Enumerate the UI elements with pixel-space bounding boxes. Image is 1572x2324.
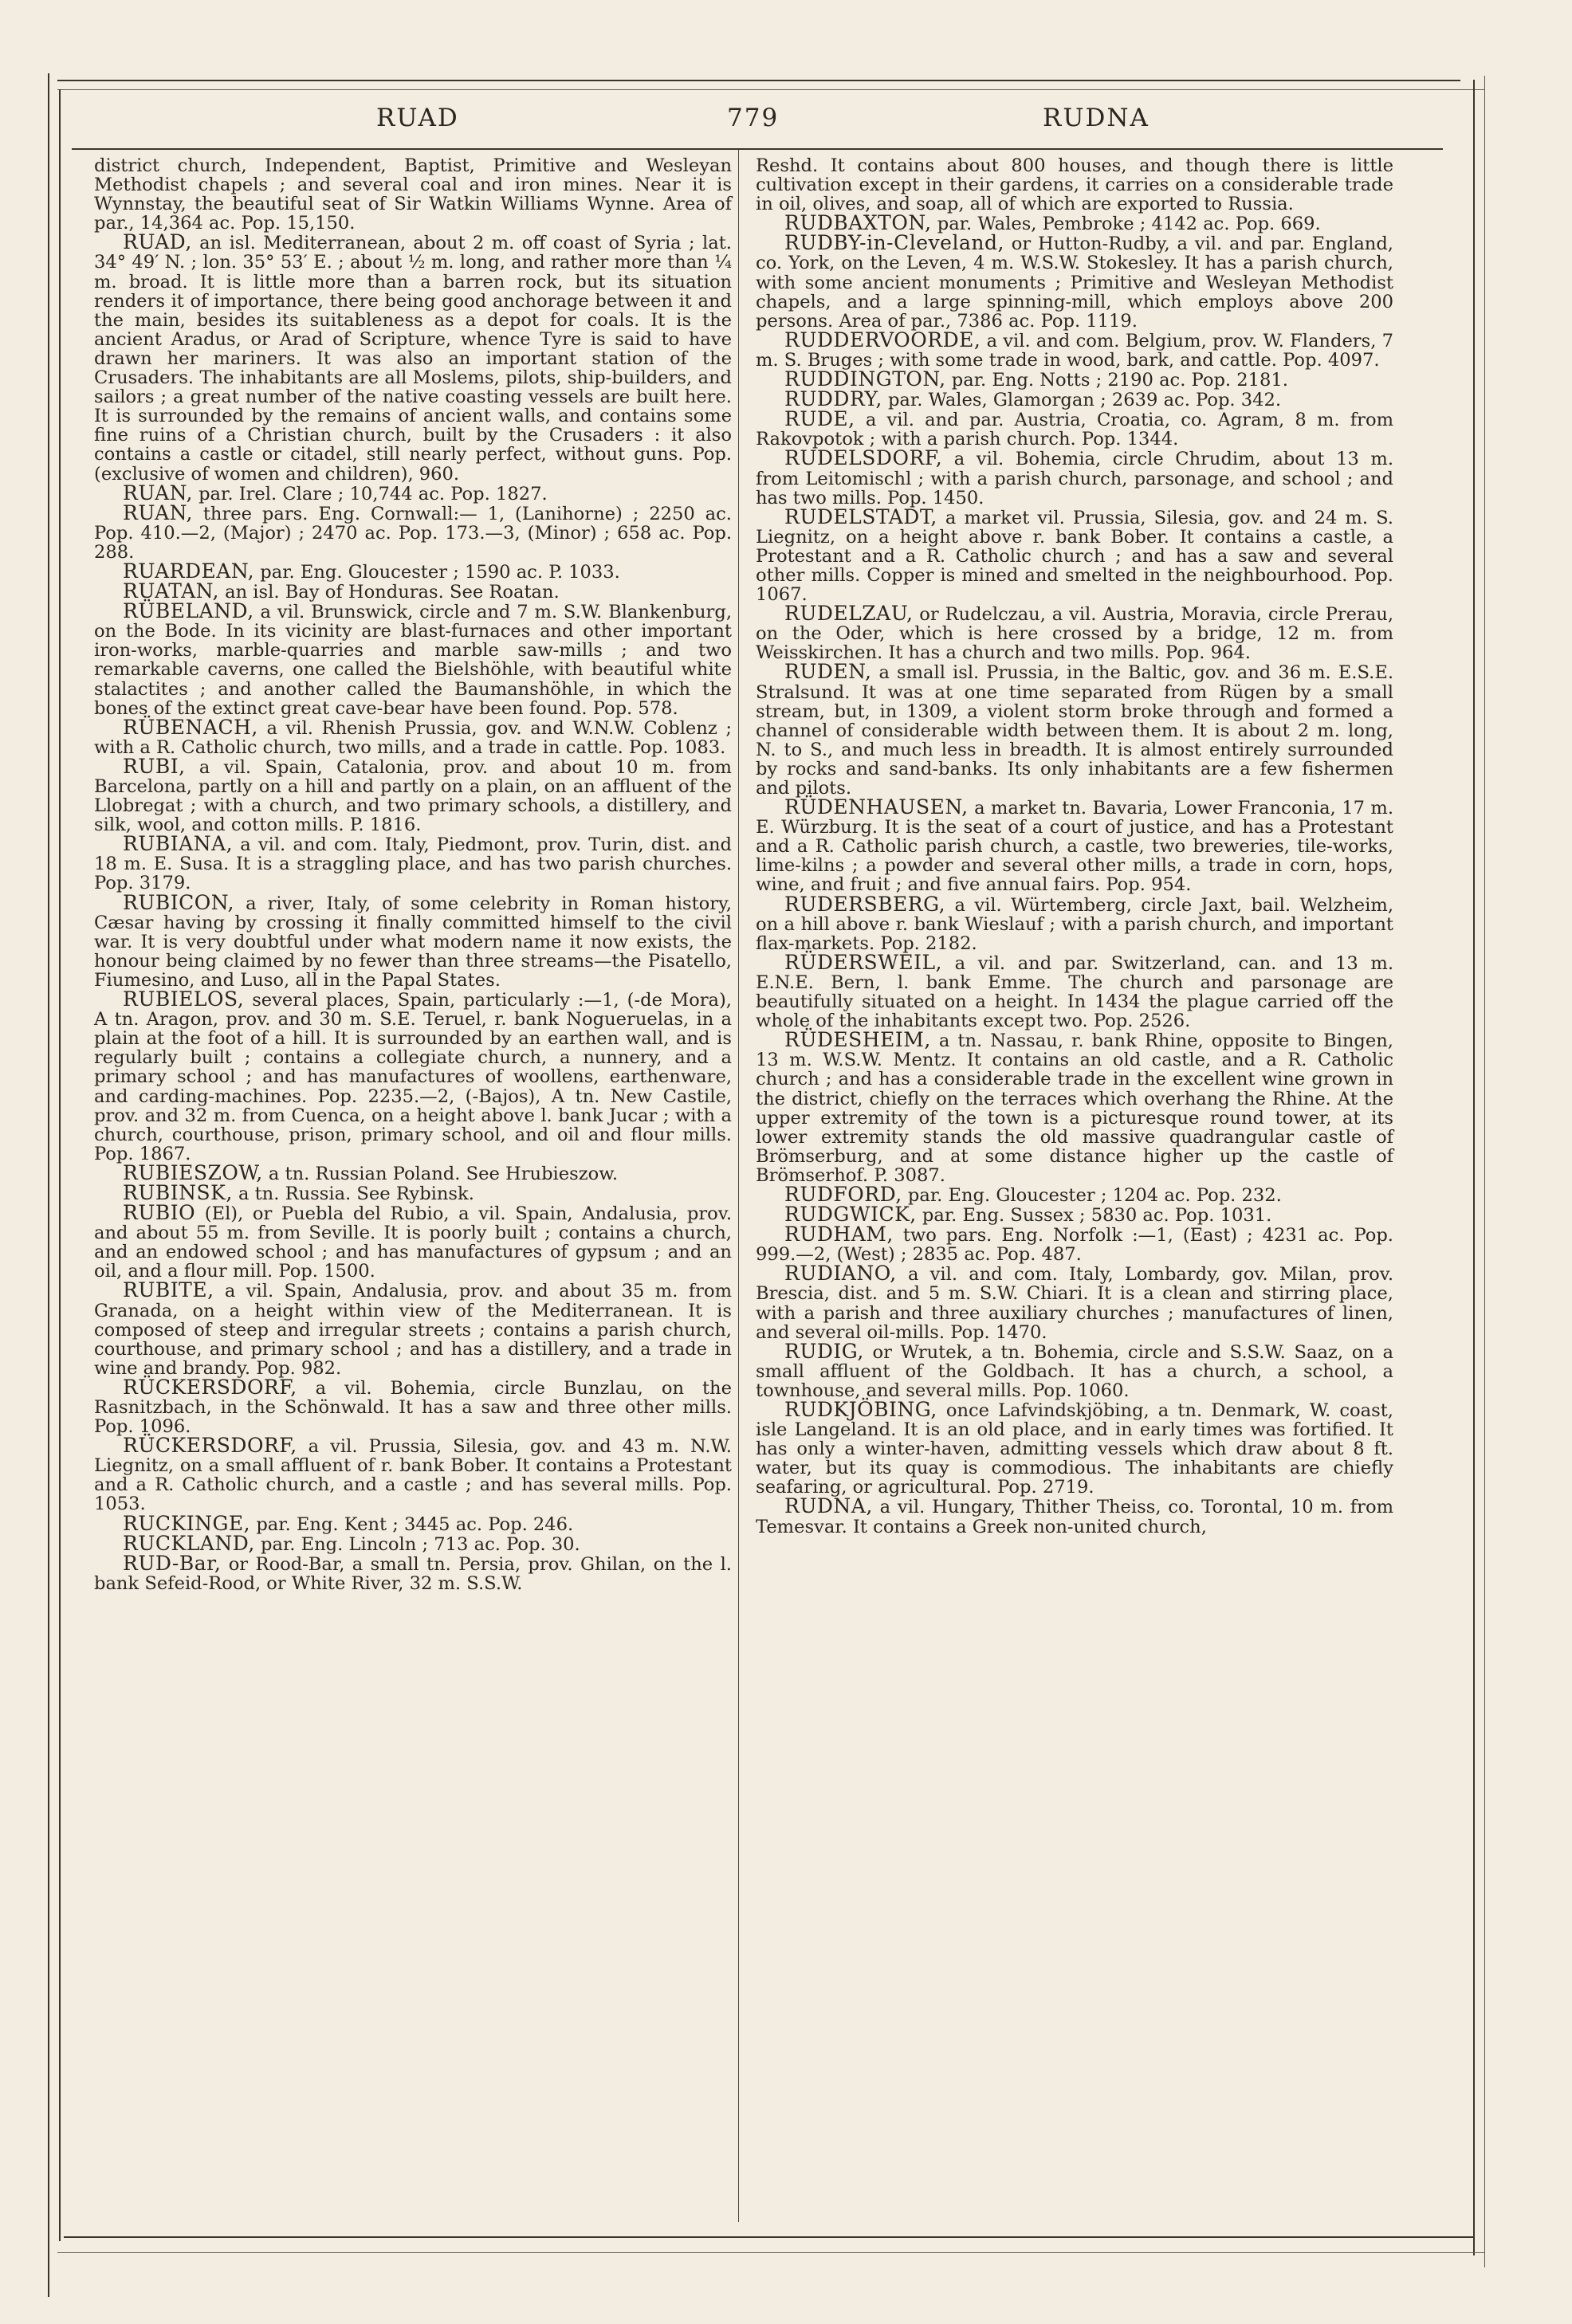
entry-text: a vil. Würtemberg, circle Jaxt, bail. Welzheim, on a hill above r. bank Wieslauf ; with a parish church, and important flax-markets. Pop. 2182.	[756, 894, 1394, 954]
gazetteer-entry	[756, 328, 1393, 371]
entry-headword: RÜDESHEIM,	[784, 1028, 931, 1052]
entry-headword: RUDIANO,	[784, 1262, 897, 1286]
entry-text: a vil. Spain, Andalusia, prov. and about 35 m. from Granada, on a height within view of the Mediterranean. It is composed of steep and irregular streets ; contains a parish church, courthouse, and primary school ; and has a distillery, and a trade in wine and brandy. Pop. 982.	[94, 1281, 732, 1379]
entry-text: (El), or Puebla del Rubio, a vil. Spain, Andalusia, prov. and about 55 m. from Seville. It is poorly built ; contains a church, and an endowed school ; and has manufactures of gypsum ; and an oil, and a flour mill. Pop. 1500.	[94, 1203, 733, 1282]
bottom-rule	[64, 2236, 1475, 2238]
gazetteer-entry	[756, 950, 1394, 1032]
gazetteer-entry	[94, 890, 732, 991]
entry-text: a tn. Russia. See Rybinsk.	[238, 1183, 474, 1204]
entry-headword: RUDEN,	[784, 660, 872, 684]
top-rule-thin	[57, 89, 1484, 90]
entry-text: a market tn. Bavaria, Lower Franconia, 17 m. E. Würzburg. It is the seat of a court of justice, and has a Protestant and a R. Catholic parish church, a castle, two breweries, tile-works, lime-kilns ; a powder and several other mills, a trade in corn, hops, wine, and fruit ; and five annual fairs. Pop. 954.	[756, 798, 1393, 896]
left-border-rule	[59, 89, 61, 2241]
entry-text: a vil. and com. Belgium, prov. W. Flanders, 7 m. S. Bruges ; with some trade in wood, bark, and cattle. Pop. 4097.	[756, 330, 1393, 371]
page-number: 779	[727, 104, 780, 132]
entry-headword: RUBIESZOW,	[123, 1160, 263, 1184]
gazetteer-entry	[756, 446, 1393, 508]
entry-headword: RUBIELOS,	[123, 987, 245, 1011]
running-head-right: RUDNA	[1043, 104, 1150, 132]
entry-headword: RÜCKERSDORF,	[123, 1375, 297, 1399]
entry-headword: RÜBELAND,	[123, 599, 254, 623]
entry-headword: RUDELSDORF,	[784, 446, 943, 470]
gazetteer-entry	[756, 662, 1393, 798]
entry-headword: RUBICON,	[123, 890, 234, 914]
entry-text: par. Eng. Gloucester ; 1590 ac. P. 1033.	[260, 561, 620, 583]
entry-text: a vil. and par. Switzerland, can. and 13 m. E.N.E. Bern, l. bank Emme. The church and parsonage are beautifully situated on a height. In 1434 the plague carried off the whole of the inhabitants except two. Pop. 2526.	[756, 952, 1394, 1032]
entry-text: a vil. and com. Italy, Piedmont, prov. Turin, dist. and 18 m. E. Susa. It is a straggling place, and has two parish churches. Pop. 3179.	[94, 834, 732, 894]
entry-headword: RUAD,	[123, 230, 192, 254]
gazetteer-entry	[756, 231, 1393, 332]
entry-headword: RUDHAM,	[784, 1223, 894, 1246]
entry-text: par. Eng. Kent ; 3445 ac. Pop. 246.	[256, 1513, 574, 1535]
entry-headword: RUBIO	[123, 1201, 196, 1225]
entry-text: or Rudelczau, a vil. Austria, Moravia, circle Prerau, on the Oder, which is here crossed by a bridge, 12 m. from Weisskirchen. It has a church and two mills. Pop. 964.	[756, 604, 1393, 664]
entry-text: a market vil. Prussia, Silesia, gov. and 24 m. S. Liegnitz, on a height above r. bank Bober. It contains a castle, a Protestant and a R. Catholic church ; and has a saw and several other mills. Copper is mined and smelted in the neighbourhood. Pop. 1067.	[756, 507, 1393, 606]
gazetteer-entry	[94, 1375, 732, 1438]
entry-headword: RUD-Bar,	[123, 1551, 222, 1575]
entry-text: a vil. Bohemia, circle Chrudim, about 13 m. from Leitomischl ; with a parish church, parsonage, and school ; and has two mills. Pop. 1450.	[756, 449, 1393, 508]
entry-headword: RUDGWICK,	[784, 1203, 917, 1227]
entry-headword: RUDIG,	[784, 1339, 864, 1363]
entry-headword: RUDFORD,	[784, 1182, 902, 1206]
entry-text: par. Wales, Glamorgan ; 2639 ac. Pop. 342.	[887, 390, 1282, 411]
entry-headword: RUDELSTADT,	[784, 504, 937, 528]
entry-text: par. Irel. Clare ; 10,744 ac. Pop. 1827.	[198, 483, 548, 504]
entry-headword: RUDBAXTON,	[784, 211, 932, 235]
entry-headword: RUBI,	[123, 754, 186, 778]
entry-headword: RUAN,	[123, 481, 193, 504]
right-border-rule	[1473, 80, 1475, 2255]
entry-headword: RUDDRY,	[784, 387, 882, 411]
gazetteer-entry	[94, 715, 732, 758]
entry-text: an isl. Bay of Honduras. See Roatan.	[225, 582, 560, 603]
entry-headword: RUCKLAND,	[123, 1531, 255, 1555]
entry-headword: RÜDERSWEIL,	[784, 950, 943, 974]
running-head-left: RUAD	[376, 104, 459, 132]
entry-text: a vil. Brunswick, circle and 7 m. S.W. Blankenburg, on the Bode. In its vicinity are blast-furnaces and other important iron-works, marble-quarries and marble saw-mills ; and two remarkable caverns, one called the Bielshöhle, with beautiful white stalactites ; and another called the Baumanshöhle, in which the bones of the extinct great cave-bear have been found. Pop. 578.	[94, 602, 732, 719]
gazetteer-entry	[94, 754, 732, 836]
gazetteer-entry	[756, 892, 1394, 954]
entry-headword: RUARDEAN,	[123, 559, 255, 583]
gazetteer-entry	[756, 1339, 1393, 1401]
entry-text: or Wrutek, a tn. Bohemia, circle and S.S.W. Saaz, on a small affluent of the Goldbach. It has a church, a school, a townhouse, and several mills. Pop. 1060.	[756, 1341, 1393, 1401]
entry-text: par. Eng. Lincoln ; 713 ac. Pop. 30.	[261, 1533, 580, 1555]
entry-headword: RUDELZAU,	[784, 602, 914, 626]
gazetteer-entry	[756, 1030, 1393, 1185]
gazetteer-entry	[756, 604, 1393, 662]
gazetteer-entry	[94, 230, 732, 485]
entry-text: two pars. Eng. Norfolk :—1, (East) ; 4231 ac. Pop. 999.—2, (West) ; 2835 ac. Pop. 487.	[756, 1225, 1393, 1266]
entry-headword: RUDDERVOORDE,	[784, 328, 981, 351]
gazetteer-entry	[756, 504, 1393, 606]
gazetteer-entry	[94, 987, 732, 1164]
column-divider	[738, 150, 739, 2222]
gazetteer-entry	[94, 1278, 732, 1379]
entry-text: an isl. Mediterranean, about 2 m. off coast of Syria ; lat. 34° 49′ N. ; lon. 35° 53′ E. ; about ½ m. long, and rather more than ¼ m. broad. It is little more than a barren rock, but its situation renders it of importance, there being good anchorage between it and the main, besides its suitableness as a depot for coals. It is the ancient Aradus, or Arad of Scripture, whence Tyre is said to have drawn her mariners. It was also an important station of the Crusaders. The inhabitants are all Moslems, pilots, ship-builders, and sailors ; a great number of the native coasting vessels are built here. It is surrounded by the remains of ancient walls, and contains some fine ruins of a Christian church, built by the Crusaders : it also contains a castle or citadel, still nearly perfect, without guns. Pop. (exclusive of women and children), 960.	[94, 233, 732, 485]
bottom-rule-thin	[57, 2252, 1484, 2253]
entry-text: three pars. Eng. Cornwall:— 1, (Lanihorne) ; 2250 ac. Pop. 410.—2, (Major) ; 2470 ac. Pop. 173.—3, (Minor) ; 658 ac. Pop. 288.	[94, 503, 732, 563]
gazetteer-entry	[756, 1400, 1393, 1497]
entry-headword: RUDDINGTON,	[784, 367, 946, 391]
entry-text: or Hutton-Rudby, a vil. and par. England, co. York, on the Leven, 4 m. W.S.W. Stokesley. It has a parish church, with some ancient monuments ; Primitive and Wesleyan Methodist chapels, and a large spinning-mill, which employs above 200 persons. Area of par., 7386 ac. Pop. 1119.	[756, 234, 1393, 332]
entry-headword: RUDNA,	[784, 1494, 873, 1518]
gazetteer-entry	[94, 501, 732, 563]
entry-headword: RUAN,	[123, 501, 193, 524]
entry-text: once Lafvindskjöbing, a tn. Denmark, W. coast, isle Langeland. It is an old place, and in early times was fortified. It has only a winter-haven, admitting vessels which draw about 8 ft. water, but its quay is commodious. The inhabitants are chiefly seafaring, or agricultural. Pop. 2719.	[756, 1400, 1393, 1498]
entry-headword: RUDE,	[784, 407, 855, 431]
entry-headword: RUDERSBERG,	[784, 892, 946, 916]
entry-headword: RÜBENACH,	[123, 715, 258, 739]
entry-headword: RUCKINGE,	[123, 1511, 251, 1535]
entry-text: a vil. Hungary, Thither Theiss, co. Torontal, 10 m. from Temesvar. It contains a Greek non-united church,	[756, 1497, 1393, 1537]
right-border-rule-thin	[1484, 76, 1485, 2267]
entry-text: a vil. and com. Italy, Lombardy, gov. Milan, prov. Brescia, dist. and 5 m. S.W. Chiari. It is a clean and stirring place, with a parish and three auxiliary churches ; manufactures of linen, and several oil-mills. Pop. 1470.	[756, 1264, 1393, 1343]
entry-headword: RUBINSK,	[123, 1180, 233, 1204]
top-rule	[57, 80, 1460, 81]
gazetteer-entry	[94, 1551, 732, 1594]
entry-text: Reshd. It contains about 800 houses, and though there is little cultivation except in their gardens, it carries on a considerable trade in oil, olives, and soap, all of which are exported to Russia.	[756, 155, 1393, 215]
entry-text: par. Eng. Notts ; 2190 ac. Pop. 2181.	[951, 370, 1288, 391]
entry-text: a vil. Prussia, Silesia, gov. and 43 m. N.W. Liegnitz, on a small affluent of r. bank Bober. It contains a Protestant and a R. Catholic church, and a castle ; and has several mills. Pop. 1053.	[94, 1436, 732, 1515]
gazetteer-entry	[756, 407, 1393, 450]
entry-text: a river, Italy, of some celebrity in Roman history, Cæsar having by crossing it finally committed himself to the civil war. It is very doubtful under what modern name it now exists, the honour being claimed by no fewer than three streams—the Pisatello, Fiumesino, and Luso, all in the Papal States.	[94, 893, 732, 991]
gazetteer-entry	[756, 1225, 1393, 1264]
entry-text: par. Eng. Sussex ; 5830 ac. Pop. 1031.	[922, 1205, 1272, 1227]
entry-text: several places, Spain, particularly :—1, (-de Mora), A tn. Aragon, prov. and 30 m. S.E. Teruel, r. bank Nogueruelas, in a plain at the foot of a hill. It is surrounded by an earthen wall, and is regularly built ; contains a collegiate church, a nunnery, and a primary school ; and has manufactures of woollens, earthenware, and carding-machines. Pop. 2235.—2, (-Bajos), A tn. New Castile, prov. and 32 m. from Cuenca, on a height above l. bank Jucar ; with a church, courthouse, prison, primary school, and oil and flour mills. Pop. 1867.	[94, 990, 732, 1164]
entry-text: district church, Independent, Baptist, Primitive and Wesleyan Methodist chapels ; and several coal and iron mines. Near it is Wynnstay, the beautiful seat of Sir Watkin Williams Wynne. Area of par., 14,364 ac. Pop. 15,150.	[94, 155, 732, 234]
gazetteer-entry	[756, 156, 1393, 214]
header-rule	[72, 148, 1443, 150]
entry-text: a tn. Nassau, r. bank Rhine, opposite to Bingen, 13 m. W.S.W. Mentz. It contains an old castle, and a R. Catholic church ; and has a considerable trade in the excellent wine grown in the district, chiefly on the terraces which overhang the Rhine. At the upper extremity of the town is a picturesque round tower, at its lower extremity stands the old massive quadrangular castle of Brömserburg, and at some distance higher up the castle of Brömserhof. P. 3087.	[756, 1030, 1393, 1186]
left-column	[94, 156, 732, 1593]
gazetteer-entry	[94, 1436, 732, 1513]
gazetteer-entry	[94, 599, 732, 719]
gazetteer-entry	[756, 1264, 1393, 1341]
gazetteer-entry	[756, 795, 1393, 896]
gazetteer-entry	[756, 1494, 1393, 1537]
entry-text: a tn. Russian Poland. See Hrubieszow.	[268, 1163, 619, 1184]
entry-text: a small isl. Prussia, in the Baltic, gov. and 36 m. E.S.E. Stralsund. It was at one time separated from Rügen by a small stream, but, in 1309, a violent storm broke through and formed a channel of considerable width between them. It is about 2 m. long, N. to S., and much less in breadth. It is almost entirely surrounded by rocks and sand-banks. Its only inhabitants are a few fishermen and pilots.	[756, 662, 1393, 799]
entry-headword: RUBIANA,	[123, 832, 234, 856]
entry-headword: RUDKJÖBING,	[784, 1398, 937, 1421]
entry-headword: RUATAN,	[123, 579, 219, 603]
entry-text: a vil. and par. Austria, Croatia, co. Agram, 8 m. from Rakovpotok ; with a parish church. Pop. 1344.	[756, 410, 1393, 450]
entry-text: a vil. Rhenish Prussia, gov. and W.N.W. Coblenz ; with a R. Catholic church, two mills, and a trade in cattle. Pop. 1083.	[94, 717, 732, 758]
entry-headword: RUDBY-in-Cleveland,	[784, 231, 1004, 255]
gazetteer-entry	[94, 156, 732, 233]
entry-text: a vil. Spain, Catalonia, prov. and about 10 m. from Barcelona, partly on a hill and partly on a plain, on an affluent of the Llobregat ; with a church, and two primary schools, a distillery, and silk, wool, and cotton mills. P. 1816.	[94, 756, 732, 836]
entry-headword: RUBITE,	[123, 1278, 214, 1302]
entry-text: or Rood-Bar, a small tn. Persia, prov. Ghilan, on the l. bank Sefeid-Rood, or White River, 32 m. S.S.W.	[94, 1553, 732, 1594]
gazetteer-entry	[94, 1203, 732, 1281]
right-column	[756, 156, 1393, 1537]
entry-headword: RÜCKERSDORF,	[123, 1434, 297, 1458]
entry-text: a vil. Bohemia, circle Bunzlau, on the Rasnitzbach, in the Schönwald. It has a saw and three other mills. Pop. 1096.	[94, 1377, 732, 1438]
entry-text: par. Wales, Pembroke ; 4142 ac. Pop. 669.	[937, 214, 1321, 235]
entry-text: par. Eng. Gloucester ; 1204 ac. Pop. 232.	[907, 1184, 1282, 1206]
gazetteer-entry	[94, 834, 732, 893]
entry-headword: RÜDENHAUSEN,	[784, 795, 969, 819]
